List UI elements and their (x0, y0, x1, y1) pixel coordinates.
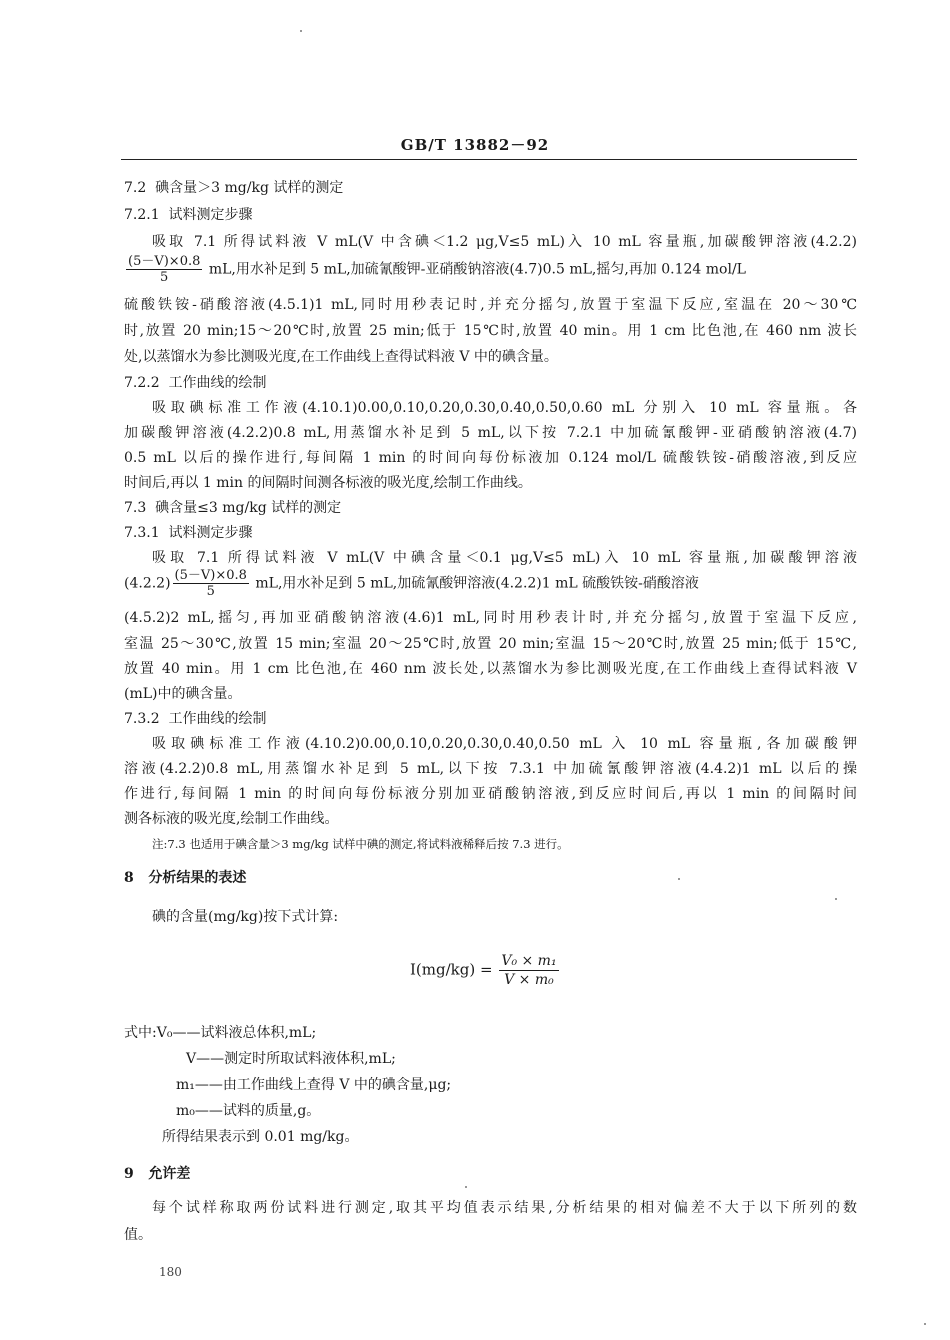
paragraph-line: 处,以蒸馏水为参比测吸光度,在工作曲线上查得试料液 V 中的碘含量。 (124, 349, 558, 365)
heading-8: 8 分析结果的表述 (124, 870, 247, 886)
paragraph-line: 所得结果表示到 0.01 mg/kg。 (162, 1129, 359, 1145)
paragraph-line: 作进行,每间隔 1 min 的时间向每份标液分别加亚硝酸钠溶液,到反应时间后,再以 1 min 的间隔时间 (124, 786, 857, 802)
paragraph-line: (mL)中的碘含量。 (124, 686, 242, 702)
scan-speck (835, 898, 837, 900)
heading-7-2: 7.2 碘含量＞3 mg/kg 试样的测定 (124, 180, 344, 196)
paragraph-line: 测各标液的吸光度,绘制工作曲线。 (124, 811, 339, 827)
where-line: m₀——试料的质量,g。 (176, 1103, 321, 1119)
scan-speck (678, 878, 680, 880)
header-rule (121, 159, 857, 160)
paragraph-line: $\frac{(5-V)\times 0.8}{5}$ mL,用水补足到 5 mL,加硫氰酸钾-亚硝酸钠溶液(4.7)0.5 mL,摇匀,再加 0.124 mol/L (128, 254, 746, 285)
paragraph-line: 时间后,再以 1 min 的间隔时间测各标液的吸光度,绘制工作曲线。 (124, 475, 532, 491)
heading-9: 9 允许差 (124, 1166, 191, 1182)
paragraph-line: (4.5.2)2 mL,摇匀,再加亚硝酸钠溶液(4.6)1 mL,同时用秒表计时,并充分摇匀,放置于室温下反应, (124, 610, 857, 626)
heading-7-3: 7.3 碘含量≤3 mg/kg 试样的测定 (124, 500, 342, 516)
heading-7-2-1: 7.2.1 试料测定步骤 (124, 207, 253, 223)
paragraph-line: 吸取 7.1 所得试料液 V mL(V 中含碘＜1.2 μg,V≤5 mL)入 10 mL 容量瓶,加碳酸钾溶液(4.2.2) (152, 234, 857, 250)
scan-speck (465, 1186, 467, 1188)
note: 注:7.3 也适用于碘含量＞3 mg/kg 试样中碘的测定,将试料液稀释后按 7.3 进行。 (152, 837, 569, 851)
formula (410, 952, 561, 989)
paragraph-line: 加碳酸钾溶液(4.2.2)0.8 mL,用蒸馏水补足到 5 mL,以下按 7.2.1 中加硫氰酸钾-亚硝酸钠溶液(4.7) (124, 425, 857, 441)
paragraph-line: (4.2.2) $\frac{(5-V)\times 0.8}{5}$ mL,用水补足到 5 mL,加硫氰酸钾溶液(4.2.2)1 mL 硫酸铁铵-硝酸溶液 (124, 568, 699, 599)
paragraph-line: 放置 40 min。用 1 cm 比色池,在 460 nm 波长处,以蒸馏水为参比测吸光度,在工作曲线上查得试料液 V (124, 661, 857, 677)
paragraph-line: 碘的含量(mg/kg)按下式计算: (152, 909, 339, 925)
paragraph-line: 吸取 7.1 所得试料液 V mL(V 中碘含量＜0.1 μg,V≤5 mL)入 10 mL 容量瓶,加碳酸钾溶液 (152, 550, 857, 566)
heading-7-3-1: 7.3.1 试料测定步骤 (124, 525, 253, 541)
fraction: $\frac{(5-V)\times 0.8}{5}$ (174, 568, 247, 599)
formula-lhs: I(mg/kg) = (410, 960, 493, 979)
paragraph-line: 吸取碘标准工作液(4.10.1)0.00,0.10,0.20,0.30,0.40,0.50,0.60 mL 分别入 10 mL 容量瓶。各 (152, 400, 857, 416)
heading-7-3-2: 7.3.2 工作曲线的绘制 (124, 711, 267, 727)
paragraph-line: 室温 25～30℃,放置 15 min;室温 20～25℃时,放置 20 min;室温 15～20℃时,放置 25 min;低于 15℃, (124, 636, 857, 652)
where-line: m₁——由工作曲线上查得 V 中的碘含量,μg; (176, 1077, 452, 1093)
page-header: GB/T 13882－92 (400, 136, 550, 154)
fraction: $\frac{(5-V)\times 0.8}{5}$ (128, 254, 201, 285)
paragraph-line: 每个试样称取两份试料进行测定,取其平均值表示结果,分析结果的相对偏差不大于以下所列的数 (152, 1200, 857, 1216)
page-number: 180 (159, 1265, 182, 1279)
paragraph-line: 吸取碘标准工作液(4.10.2)0.00,0.10,0.20,0.30,0.40,0.50 mL 入 10 mL 容量瓶,各加碳酸钾 (152, 736, 857, 752)
heading-7-2-2: 7.2.2 工作曲线的绘制 (124, 375, 267, 391)
formula-fraction: $\frac{\text{V₀ × m₁}}{\text{V × m₀}}$ (501, 953, 557, 988)
where-line: 式中:V₀——试料液总体积,mL; (124, 1025, 317, 1041)
paragraph-line: 0.5 mL 以后的操作进行,每间隔 1 min 的时间向每份标液加 0.124 mol/L 硫酸铁铵-硝酸溶液,到反应 (124, 450, 857, 466)
scan-speck (300, 30, 302, 32)
paragraph-line: 值。 (124, 1227, 152, 1243)
paragraph-line: 硫酸铁铵-硝酸溶液(4.5.1)1 mL,同时用秒表记时,并充分摇匀,放置于室温下反应,室温在 20～30℃ (124, 297, 857, 313)
scan-speck (924, 1323, 926, 1325)
where-line: V——测定时所取试料液体积,mL; (186, 1051, 396, 1067)
paragraph-line: 溶液(4.2.2)0.8 mL,用蒸馏水补足到 5 mL,以下按 7.3.1 中加硫氰酸钾溶液(4.4.2)1 mL 以后的操 (124, 761, 857, 777)
paragraph-line: 时,放置 20 min;15～20℃时,放置 25 min;低于 15℃时,放置 40 min。用 1 cm 比色池,在 460 nm 波长 (124, 323, 857, 339)
